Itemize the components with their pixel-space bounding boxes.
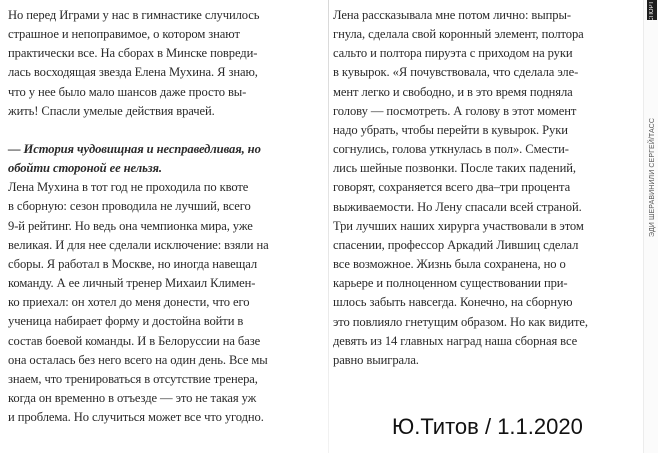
- paragraph-intro: Но перед Играми у нас в гимнастике случилось страшное и непоправимое, о котором знают практически все. На сборах в Минске повреди- лась восходящая звезда Елена Мухина. Я знаю, что у нее было мало шансов даже просто вы- жить! Спасли умелые действия врачей.: [8, 8, 260, 118]
- page-fold-line: [328, 0, 329, 453]
- paragraph-answer: Лена Мухина в тот год не проходила по квоте в сборную: сезон проводила не лучший, всего 9-й рейтинг. Но ведь она чемпионка мира, уже великая. И для нее сделали исключение: взяли на сборы. Я работал в Москве, но иногда навещал команду. А ее личный тренер Михаил Климен- ко приехал: он хотел до меня донести, что его ученица набирает форму и достойна войти в состав боевой команды. И в Белоруссии на базе она осталась без него всего на один день. Все мы знаем, что тренироваться в отсутствие тренера, когда он временно в отъезде — это не такая уж и проблема. Но случиться может все что угодно.: [8, 180, 269, 425]
- signature-overlay: Ю.Титов / 1.1.2020: [392, 410, 612, 444]
- article-column-right: [333, 6, 643, 370]
- paragraph-gap: [8, 121, 320, 140]
- corner-section-mark: [647, 0, 657, 20]
- photo-credit: ЭДИ ШЕРАВИНИЛИ СЕРГЕЙ/ТАСС: [649, 118, 656, 237]
- corner-section-label: СПОРТ: [649, 1, 655, 22]
- interview-question: — История чудовищная и несправедливая, но обойти стороной ее нельзя.: [8, 141, 261, 176]
- paragraph-story: Лена рассказывала мне потом лично: выпры- гнула, сделала свой коронный элемент, полтора сальто и полтора пируэта с приходом на руки в кувырок. «Я почувствовала, что сделала эле- мент легко и свободно, и в это время подняла голову — посмотреть. А голову в этот момент надо убрать, чтобы перейти в кувырок. Руки согнулись, голова уткнулась в пол». Смести- лись шейные позвонки. После таких падений, говорят, сохраняется всего два–три процента выживаемости. Но Лену спасали всей страной. Три лучших наших хирурга участвовали в этом спасении, профессор Аркадий Лившиц сделал все возможное. Жизнь была сохранена, но о карьере и полноценном существовании при- шлось забыть навсегда. Конечно, на сборную это повлияло гнетущим образом. Но как видите, девять из 14 главных наград наша сборная все равно выиграла.: [333, 8, 588, 367]
- article-column-left: [8, 6, 320, 427]
- margin-strip: [643, 0, 658, 453]
